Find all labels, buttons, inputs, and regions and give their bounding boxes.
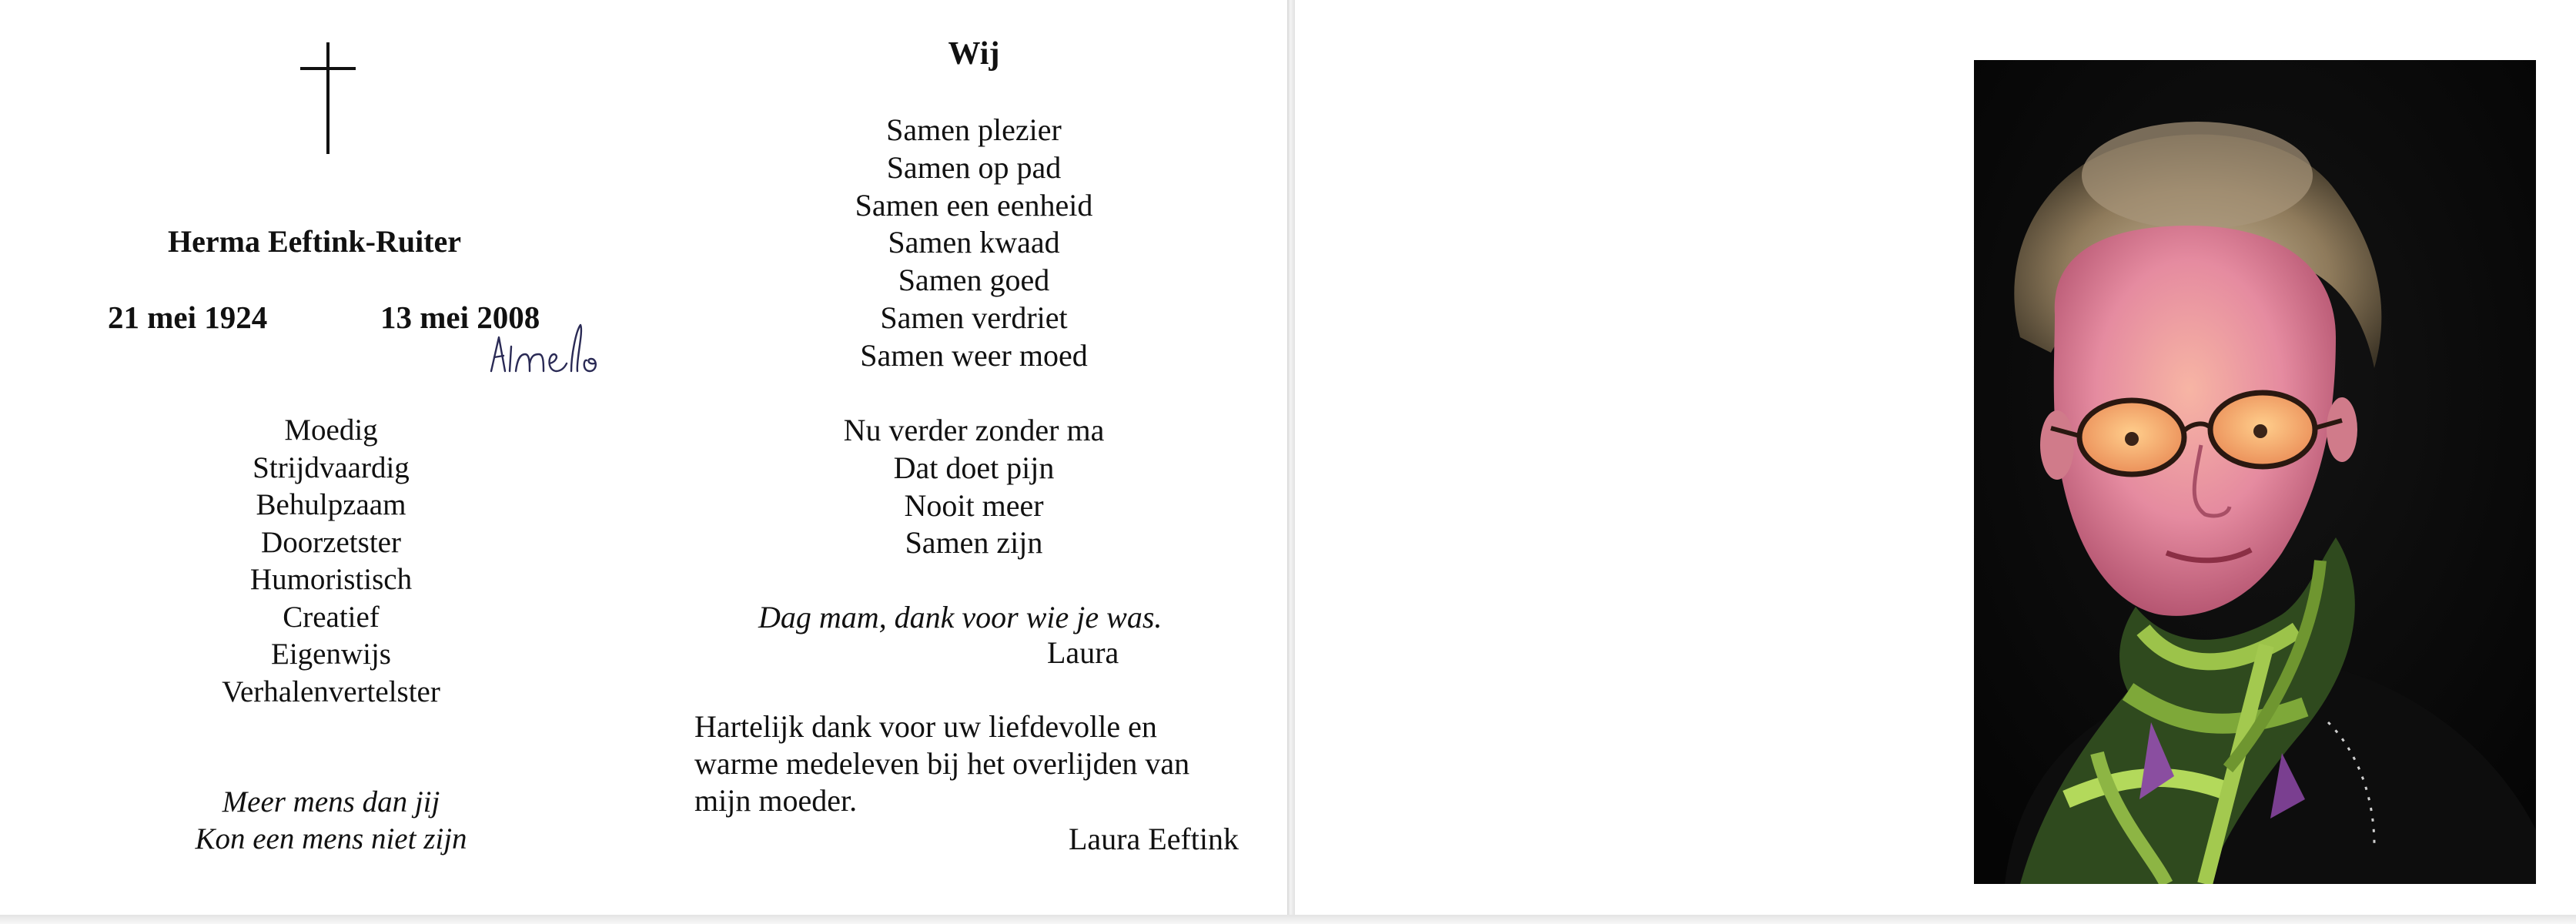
quality-item: Verhalenvertelster [222, 675, 440, 708]
motto-line: Meer mens dan jij [222, 785, 440, 819]
poem-line: Samen weer moed [860, 337, 1088, 373]
thanks-line: Hartelijk dank voor uw liefdevolle en [694, 709, 1157, 744]
quality-item: Creatief [283, 600, 380, 634]
motto [139, 784, 524, 858]
poem-line: Samen kwaad [888, 225, 1060, 260]
card-bottom-edge [0, 915, 2576, 924]
qualities-list [162, 412, 500, 711]
quality-item: Strijdvaardig [253, 450, 410, 484]
portrait-photo [1974, 60, 2536, 884]
thanks-line: mijn moeder. [694, 783, 858, 818]
thanks-signature: Laura Eeftink [1069, 822, 1239, 856]
poem-line: Samen verdriet [880, 300, 1068, 335]
poem-line: Samen plezier [886, 112, 1062, 147]
poem-line: Nooit meer [904, 487, 1044, 523]
death-date: 13 mei 2008 [380, 300, 540, 335]
handwritten-place-signature [485, 316, 624, 381]
poem-stanza-1 [770, 112, 1178, 375]
poem-line: Nu verder zonder ma [843, 413, 1105, 447]
poem-line: Samen goed [898, 263, 1050, 298]
quality-item: Humoristisch [249, 563, 413, 596]
quality-item: Moedig [284, 413, 378, 447]
poem-title: Wij [948, 36, 1000, 72]
dedication-signature: Laura [1047, 635, 1119, 670]
deceased-name: Herma Eeftink-Ruiter [168, 224, 462, 259]
poem-line: Dat doet pijn [893, 450, 1055, 485]
quality-item: Doorzetster [261, 525, 401, 559]
poem-line: Samen een eenheid [855, 187, 1093, 223]
birth-date: 21 mei 1924 [108, 300, 268, 335]
quality-item: Eigenwijs [271, 638, 391, 671]
motto-line: Kon een mens niet zijn [195, 822, 467, 855]
card-fold [1287, 0, 1295, 924]
thanks-text [694, 708, 1189, 819]
poem-line: Samen zijn [905, 525, 1043, 561]
poem-stanza-2 [770, 412, 1178, 562]
cross-icon [300, 42, 356, 154]
quality-item: Behulpzaam [256, 488, 406, 521]
thanks-line: warme medeleven bij het overlijden van [694, 746, 1190, 781]
dedication: Dag mam, dank voor wie je was. [758, 600, 1163, 634]
poem-line: Samen op pad [886, 149, 1062, 185]
